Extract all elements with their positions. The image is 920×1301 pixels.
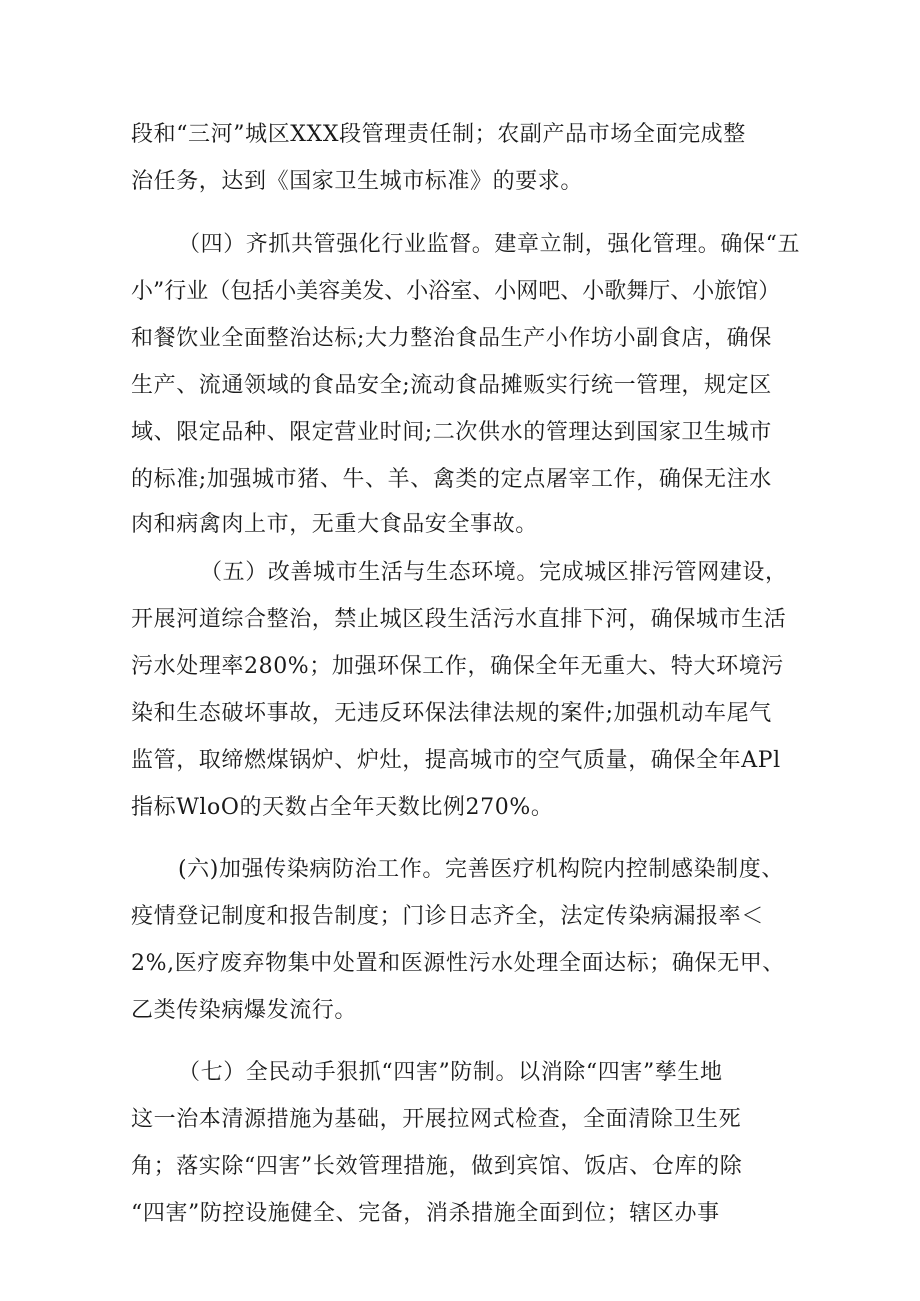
p2-line-6: 的标准;加强城市猪、牛、羊、禽类的定点屠宰工作，确保无注水 [131,467,772,492]
p3-line-2: 开展河道综合整治，禁止城区段生活污水直排下河，确保城市生活 [131,607,787,632]
p3-line-3: 污水处理率280%；加强环保工作，确保全年无重大、特大环境污 [131,654,784,679]
p5-line-4: “四害”防控设施健全、完备，消杀措施全面到位；辖区办事 [131,1201,720,1226]
p4-line-2: 疫情登记制度和报告制度；门诊日志齐全，法定传染病漏报率＜ [131,904,764,929]
p1-line-2: 治任务，达到《国家卫生城市标准》的要求。 [131,169,584,194]
p2-line-7: 肉和病禽肉上市，无重大食品安全事故。 [131,512,538,537]
p2-line-2: 小”行业（包括小美容美发、小浴室、小网吧、小歌舞厅、小旅馆） [131,279,781,304]
p3-line-1: （五）改善城市生活与生态环境。完成城区排污管网建设， [200,560,788,585]
p4-line-1: (六)加强传染病防治工作。完善医疗机构院内控制感染制度、 [178,857,784,882]
p3-line-6: 指标WloO的天数占全年天数比例270%。 [131,795,554,820]
p2-line-1: （四）齐抓共管强化行业监督。建章立制，强化管理。确保“五 [178,232,801,257]
p3-line-4: 染和生态破坏事故，无违反环保法律法规的案件;加强机动车尾气 [131,701,772,726]
p5-line-3: 角；落实除“四害”长效管理措施，做到宾馆、饭店、仓库的除 [131,1154,743,1179]
p5-line-1: （七）全民动手狠抓“四害”防制。以消除“四害”孳生地 [178,1060,723,1085]
p2-line-3: 和餐饮业全面整治达标;大力整治食品生产小作坊小副食店，确保 [131,326,772,351]
p3-line-5: 监管，取缔燃煤锅炉、炉灶，提高城市的空气质量，确保全年APl [131,748,781,773]
p2-line-5: 域、限定品种、限定营业时间;二次供水的管理达到国家卫生城市 [131,420,772,445]
p4-line-3: 2%,医疗废弃物集中处置和医源性污水处理全面达标；确保无甲、 [131,951,785,976]
p5-line-2: 这一治本清源措施为基础，开展拉网式检查，全面清除卫生死 [131,1107,742,1132]
p4-line-4: 乙类传染病爆发流行。 [131,998,358,1023]
p2-line-4: 生产、流通领域的食品安全;流动食品摊贩实行统一管理，规定区 [131,373,772,398]
p1-line-1: 段和“三河”城区XXX段管理责任制；农副产品市场全面完成整 [131,122,746,147]
